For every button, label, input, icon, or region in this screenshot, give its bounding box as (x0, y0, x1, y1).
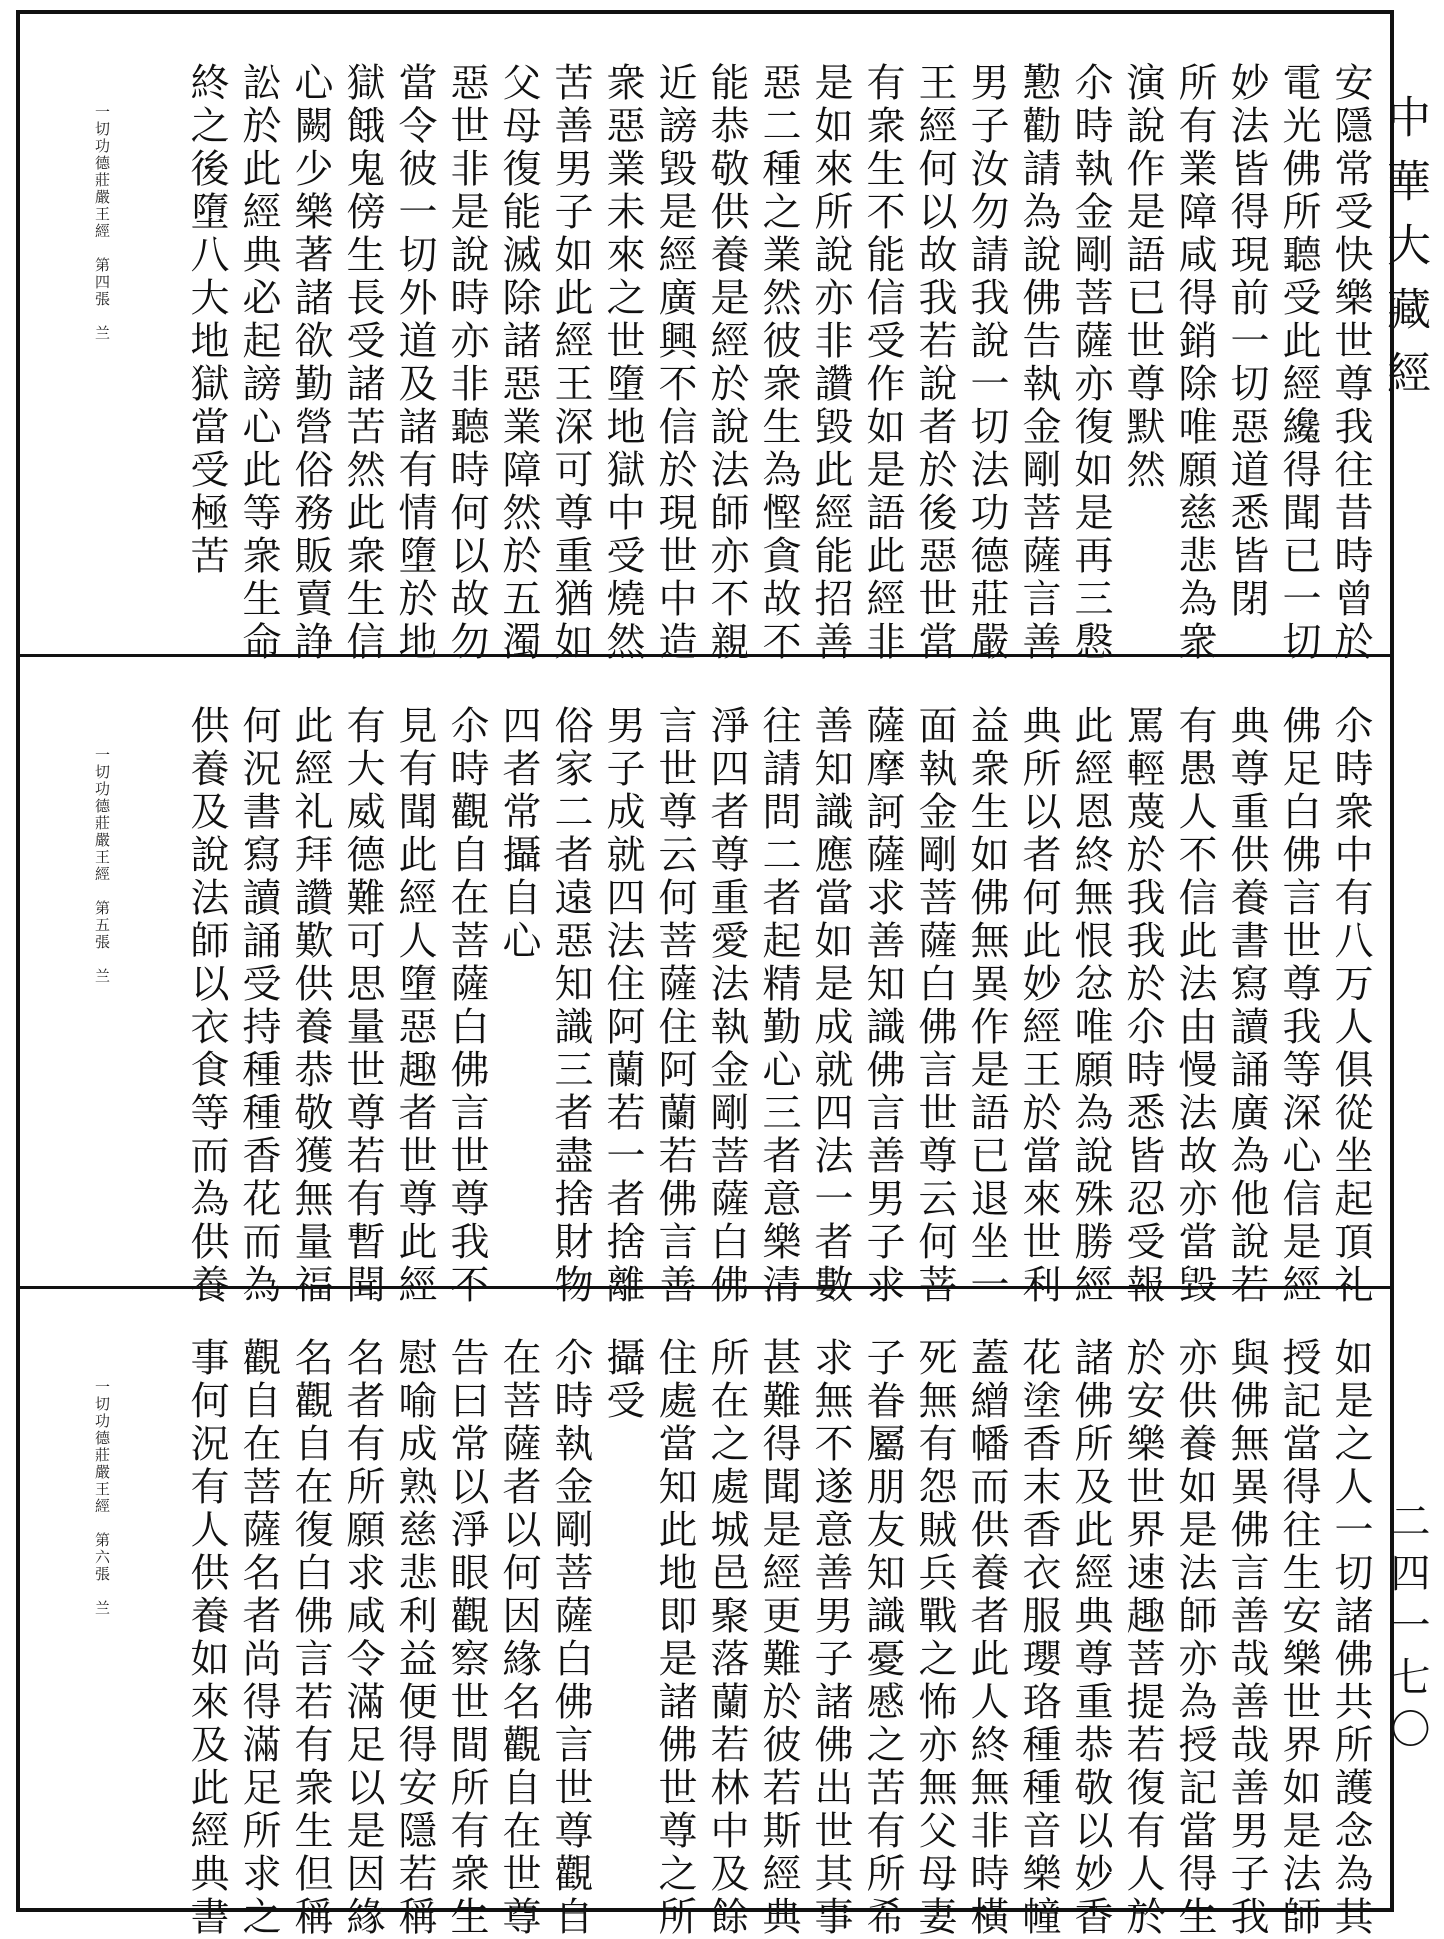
text-column: 演說作是語已世尊默然 (1120, 62, 1165, 492)
text-column: 攝受 (600, 1337, 645, 1423)
text-column: 俗家二者遠惡知識三者盡捨財物 (548, 705, 593, 1307)
text-column: 薩摩訶薩求善知識佛言善男子求 (860, 705, 905, 1307)
text-column: 子眷屬朋友知識憂慼之苦有所希 (860, 1337, 905, 1939)
text-column: 獄餓鬼傍生長受諸苦然此衆生信 (340, 62, 385, 664)
text-column: 甚難得聞是經更難於彼若斯經典 (756, 1337, 801, 1939)
text-column: 苦善男子如此經王深可尊重猶如 (548, 62, 593, 664)
text-column: 住處當知此地即是諸佛世尊之所 (652, 1337, 697, 1939)
text-column: 四者常攝自心 (496, 705, 541, 963)
text-column: 尒時衆中有八万人俱從坐起頂礼 (1328, 705, 1373, 1307)
text-column: 淨四者尊重愛法執金剛菩薩白佛 (704, 705, 749, 1307)
text-column: 與佛無異佛言善哉善哉善男子我 (1224, 1337, 1269, 1939)
text-column: 妙法皆得現前一切惡道悉皆閉 (1224, 62, 1269, 621)
text-column: 蓋繒幡而供養者此人終無非時橫 (964, 1337, 1009, 1939)
text-column: 是如來所說亦非讚毀此經能招善 (808, 62, 853, 664)
text-column: 諸佛所及此經典尊重恭敬以妙香 (1068, 1337, 1113, 1939)
column-group (184, 705, 1373, 1307)
text-column: 所在之處城邑聚落蘭若林中及餘 (704, 1337, 749, 1939)
text-panel-2 (20, 654, 1390, 1307)
text-panel-3 (20, 1286, 1390, 1939)
text-column: 安隱常受快樂世尊我往昔時曾於 (1328, 62, 1373, 664)
text-column: 衆惡業未來之世墮地獄中受燒然 (600, 62, 645, 664)
text-column: 此經礼拜讚歎供養恭敬獲無量福 (288, 705, 333, 1307)
text-column: 尒時執金剛菩薩白佛言世尊觀自 (548, 1337, 593, 1939)
text-column: 花塗香末香衣服瓔珞種種音樂幢 (1016, 1337, 1061, 1939)
text-column: 有大威德難可思量世尊若有暫聞 (340, 705, 385, 1307)
column-group (184, 62, 1373, 664)
text-column: 事何況有人供養如來及此經典書 (184, 1337, 229, 1939)
text-column: 何況書寫讀誦受持種種香花而為 (236, 705, 281, 1307)
text-column: 益衆生如佛無異作是語已退坐一 (964, 705, 1009, 1307)
text-column: 授記當得往生安樂世界如是法師 (1276, 1337, 1321, 1939)
text-column: 見有聞此經人墮惡趣者世尊此經 (392, 705, 437, 1307)
text-column: 心闕少樂著諸欲勤營俗務販賣諍 (288, 62, 333, 664)
text-column: 有衆生不能信受作如是語此經非 (860, 62, 905, 664)
text-column: 男子成就四法住阿蘭若一者捨離 (600, 705, 645, 1307)
text-column: 近謗毀是經廣興不信於現世中造 (652, 62, 697, 664)
text-column: 尒時執金剛菩薩亦復如是再三慇 (1068, 62, 1113, 664)
text-column: 惡二種之業然彼衆生為慳貪故不 (756, 62, 801, 664)
column-group (184, 1337, 1373, 1939)
margin-note: 一切功德莊嚴王經 第五張 兰 (93, 747, 111, 985)
text-column: 王經何以故我若說者於後惡世當 (912, 62, 957, 664)
text-column: 懃勸請為說佛告執金剛菩薩言善 (1016, 62, 1061, 664)
page-number: 二四一七〇 (1384, 1500, 1430, 1760)
text-column: 求無不遂意善男子諸佛出世其事 (808, 1337, 853, 1939)
text-column: 死無有怨賊兵戰之怖亦無父母妻 (912, 1337, 957, 1939)
text-panel-1 (20, 14, 1390, 664)
collection-title: 中華大藏經 (1379, 94, 1430, 414)
text-column: 言世尊云何菩薩住阿蘭若佛言善 (652, 705, 697, 1307)
text-column: 佛足白佛言世尊我等深心信是經 (1276, 705, 1321, 1307)
text-column: 有愚人不信此法由慢法故亦當毀 (1172, 705, 1217, 1307)
text-column: 訟於此經典必起謗心此等衆生命 (236, 62, 281, 664)
text-column: 面執金剛菩薩白佛言世尊云何菩 (912, 705, 957, 1307)
text-column: 電光佛所聽受此經纔得聞已一切 (1276, 62, 1321, 664)
text-column: 罵輕蔑於我我於尒時悉皆忍受報 (1120, 705, 1165, 1307)
text-column: 亦供養如是法師亦為授記當得生 (1172, 1337, 1217, 1939)
text-column: 典所以者何此妙經王於當來世利 (1016, 705, 1061, 1307)
text-column: 名者有所願求咸令滿足以是因緣 (340, 1337, 385, 1939)
text-column: 尒時觀自在菩薩白佛言世尊我不 (444, 705, 489, 1307)
text-column: 終之後墮八大地獄當受極苦 (184, 62, 229, 578)
text-column: 此經恩終無恨忿唯願為說殊勝經 (1068, 705, 1113, 1307)
text-column: 當令彼一切外道及諸有情墮於地 (392, 62, 437, 664)
text-column: 觀自在菩薩名者尚得滿足所求之 (236, 1337, 281, 1939)
text-column: 男子汝勿請我說一切法功德莊嚴 (964, 62, 1009, 664)
text-column: 能恭敬供養是經於說法師亦不親 (704, 62, 749, 664)
text-column: 父母復能滅除諸惡業障然於五濁 (496, 62, 541, 664)
text-column: 所有業障咸得銷除唯願慈悲為衆 (1172, 62, 1217, 664)
text-column: 善知識應當如是成就四法一者數 (808, 705, 853, 1307)
text-column: 於安樂世界速趣菩提若復有人於 (1120, 1337, 1165, 1939)
margin-note: 一切功德莊嚴王經 第四張 兰 (93, 104, 111, 342)
margin-note: 一切功德莊嚴王經 第六張 兰 (93, 1379, 111, 1617)
text-column: 供養及說法師以衣食等而為供養 (184, 705, 229, 1307)
text-column: 慰喻成熟慈悲利益便得安隱若稱 (392, 1337, 437, 1939)
text-column: 往請問二者起精勤心三者意樂清 (756, 705, 801, 1307)
text-column: 名觀自在復白佛言若有衆生但稱 (288, 1337, 333, 1939)
text-column: 如是之人一切諸佛共所護念為其 (1328, 1337, 1373, 1939)
text-column: 告曰常以淨眼觀察世間所有衆生 (444, 1337, 489, 1939)
text-column: 在菩薩者以何因緣名觀自在世尊 (496, 1337, 541, 1939)
text-column: 惡世非是說時亦非聽時何以故勿 (444, 62, 489, 664)
text-column: 典尊重供養書寫讀誦廣為他說若 (1224, 705, 1269, 1307)
